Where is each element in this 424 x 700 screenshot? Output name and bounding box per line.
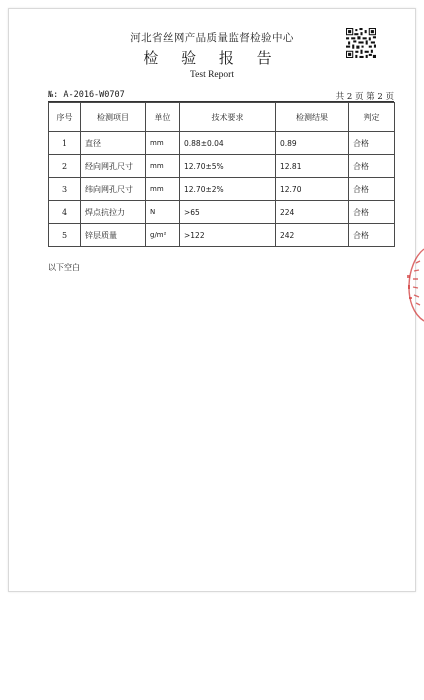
row-seq: 5	[49, 224, 81, 247]
row-verdict: 合格	[349, 178, 395, 201]
row-requirement: 12.70±2%	[180, 178, 276, 201]
row-unit: g/m²	[146, 224, 180, 247]
row-seq: 2	[49, 155, 81, 178]
row-verdict: 合格	[349, 132, 395, 155]
row-seq: 3	[49, 178, 81, 201]
column-header: 检测结果	[276, 103, 349, 132]
row-item: 纬向网孔尺寸	[81, 178, 146, 201]
table-row	[49, 201, 395, 224]
row-seq: 4	[49, 201, 81, 224]
page-indicator: 共 2 页 第 2 页	[335, 92, 394, 102]
table-row	[49, 224, 395, 247]
column-header: 判定	[349, 103, 395, 132]
row-verdict: 合格	[349, 155, 395, 178]
results-table	[48, 102, 395, 247]
row-verdict: 合格	[349, 201, 395, 224]
row-requirement: 12.70±5%	[180, 155, 276, 178]
report-number: №: A-2016-W0707	[48, 90, 125, 100]
row-result: 12.81	[276, 155, 349, 178]
row-result: 242	[276, 224, 349, 247]
row-item: 直径	[81, 132, 146, 155]
row-requirement: >65	[180, 201, 276, 224]
row-item: 经向网孔尺寸	[81, 155, 146, 178]
column-header: 技术要求	[180, 103, 276, 132]
row-item: 锌层质量	[81, 224, 146, 247]
column-header: 单位	[146, 103, 180, 132]
row-seq: 1	[49, 132, 81, 155]
report-page	[8, 8, 416, 592]
row-verdict: 合格	[349, 224, 395, 247]
column-header: 序号	[49, 103, 81, 132]
table-row	[49, 155, 395, 178]
blank-below-note: 以下空白	[48, 263, 80, 272]
row-result: 224	[276, 201, 349, 224]
institute-name: 河北省丝网产品质量监督检验中心	[130, 32, 294, 44]
table-header-row	[49, 103, 395, 132]
qr-code-icon	[346, 28, 376, 58]
row-requirement: 0.88±0.04	[180, 132, 276, 155]
row-unit: mm	[146, 132, 180, 155]
table-row	[49, 132, 395, 155]
column-header: 检测项目	[81, 103, 146, 132]
row-unit: mm	[146, 178, 180, 201]
row-item: 焊点抗拉力	[81, 201, 146, 224]
red-seal-stamp	[396, 245, 424, 325]
row-result: 12.70	[276, 178, 349, 201]
row-requirement: >122	[180, 224, 276, 247]
report-title: 检 验 报 告	[143, 49, 281, 67]
report-subtitle: Test Report	[190, 70, 234, 80]
row-unit: mm	[146, 155, 180, 178]
row-result: 0.89	[276, 132, 349, 155]
row-unit: N	[146, 201, 180, 224]
table-row	[49, 178, 395, 201]
